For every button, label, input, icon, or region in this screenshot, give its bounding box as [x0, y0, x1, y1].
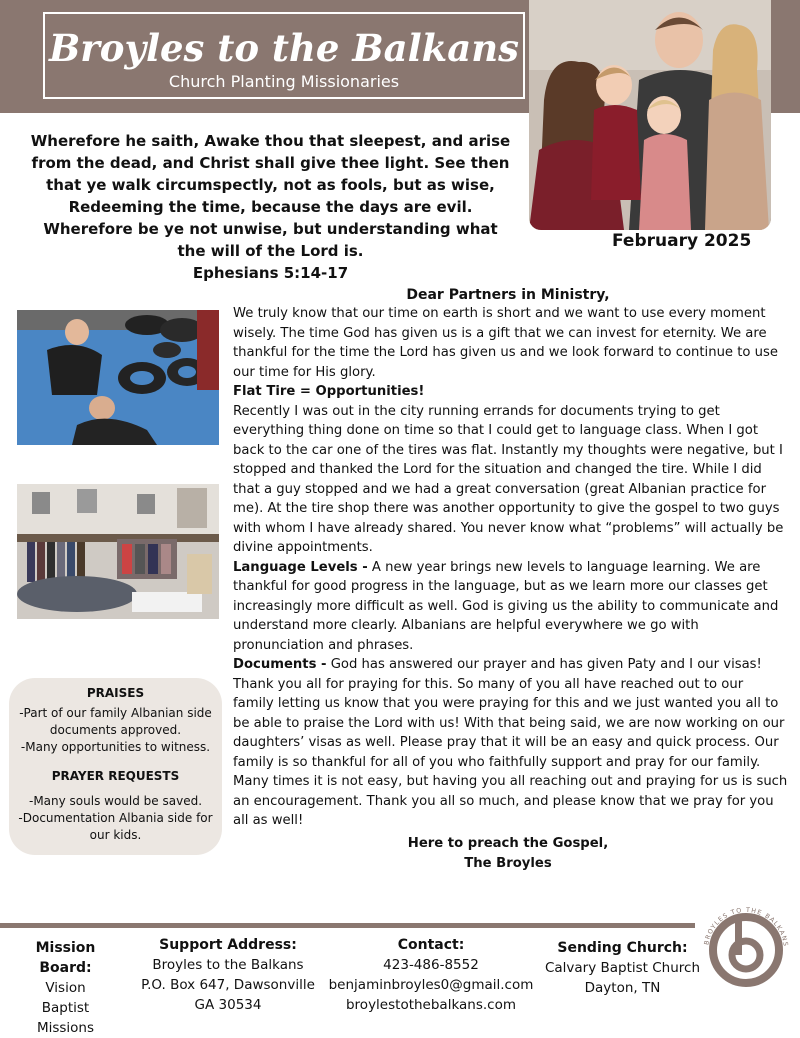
footer-contact [325, 935, 537, 1015]
contact-website[interactable]: broylestothebalkans.com [345, 997, 517, 1013]
section-body-flat-tire: Recently I was out in the city running errands for documents trying to get everything thing done on time so that I could get to language class. When I got back to the car one of the tires was flat. Instantly my thoughts were negative, but I stopped and thanked the Lord for the situation and changed the tire. While I did that a guy stopped and we had a great conversation (great Albanian practice for me). At the tire shop there was another opportunity to give the gospel to two guys with whom I have already shared. You never know what “problems” will actually be divine appointments. [233, 403, 784, 555]
closing-line: Here to preach the Gospel, [407, 836, 609, 851]
section-body-language: A new year brings new levels to language learning. We are thankful for good progress in the language, but as we learn more our classes get increasingly more difficult as well. God is giving us the ability to communicate and understand more clearly. Albanians are helpful everywhere we go with pronunciation and phrases. [233, 559, 779, 653]
contact-email[interactable]: benjaminbroyles0@gmail.com [328, 977, 534, 993]
contact-heading: Contact: [397, 937, 465, 953]
praise-item: -Many opportunities to witness. [20, 740, 211, 754]
praise-item: -Part of our family Albanian side documents approved. [19, 706, 212, 737]
praise-prayer-box [9, 678, 222, 855]
section-heading-documents: Documents - [233, 657, 327, 672]
footer-rule [0, 923, 695, 928]
tire-photo [17, 310, 219, 445]
prayer-item: -Many souls would be saved. [28, 794, 203, 808]
verse-reference: Ephesians 5:14-17 [192, 264, 349, 282]
footer-sending-church [540, 935, 705, 998]
mission-board-line: Baptist [41, 1000, 90, 1016]
prayer-item: -Documentation Albania side for our kids. [18, 811, 213, 842]
street-photo-art [17, 484, 219, 619]
mission-board-line: Missions [36, 1020, 95, 1036]
letter-intro: We truly know that our time on earth is short and we want to use every moment wisely. The time God has given us is a gift that we can invest for eternity. We are thankful for the time the Lord has given us and we look forward to continue to use our time for His glory. [233, 306, 779, 380]
support-line: P.O. Box 647, Dawsonville [141, 977, 315, 993]
verse-text: Wherefore he saith, Awake thou that sleepest, and arise from the dead, and Christ shall give thee light. See then that ye walk circumspectly, not as fools, but as wise, Redeeming the time, because the days are evil. Wherefore be ye not unwise, but understanding what the will of the Lord is. [30, 132, 511, 260]
newsletter-date: February 2025 [612, 231, 752, 251]
family-photo-art [529, 0, 771, 230]
tire-photo-art [17, 310, 219, 445]
support-line: GA 30534 [194, 997, 262, 1013]
section-heading-flat-tire: Flat Tire = Opportunities! [233, 384, 425, 399]
praises-heading: PRAISES [86, 686, 145, 700]
newsletter-subtitle: Church Planting Missionaries [168, 72, 400, 91]
footer-support [133, 935, 323, 1015]
logo-art [699, 903, 793, 997]
letter-body [233, 304, 788, 831]
broyles-logo-icon [699, 903, 793, 997]
mission-board-heading: Mission Board: [35, 940, 96, 976]
footer-mission-board [8, 935, 123, 1038]
prayer-heading: PRAYER REQUESTS [51, 769, 180, 783]
sending-church-heading: Sending Church: [557, 940, 688, 956]
signature: The Broyles [464, 855, 552, 871]
title-box [43, 12, 525, 99]
family-photo [529, 0, 771, 230]
svg-text:BROYLES TO THE BALKANS: BROYLES TO THE BALKANS [703, 906, 789, 948]
section-heading-language: Language Levels - [233, 559, 368, 575]
letter-signoff [233, 834, 783, 873]
contact-phone[interactable]: 423-486-8552 [383, 957, 479, 973]
section-body-documents: God has answered our prayer and has given Paty and I our visas! Thank you all for praying for this. So many of you all have reached out to our family letting us know that you were praying for this and we just wanted you all to be able to praise the Lord with us! With that being said, we are now working on our daughters’ visas as well. Please pray that it will be an easy and quick process. Our family is so thankful for all of you who faithfully support and pray for our family. Many times it is not easy, but having you all reaching out and praying for us is such an encouragement. Thank you all so much, and please know that we pray for you all as well! [233, 657, 788, 828]
letter-greeting: Dear Partners in Ministry, [406, 287, 610, 303]
support-heading: Support Address: [159, 937, 297, 953]
sending-church-line: Calvary Baptist Church [544, 960, 701, 976]
mission-board-line: Vision [45, 980, 86, 996]
newsletter-title: Broyles to the Balkans [49, 26, 519, 70]
sending-church-line: Dayton, TN [584, 980, 661, 996]
scripture-verse [28, 130, 513, 284]
support-line: Broyles to the Balkans [152, 957, 304, 973]
street-photo [17, 484, 219, 619]
